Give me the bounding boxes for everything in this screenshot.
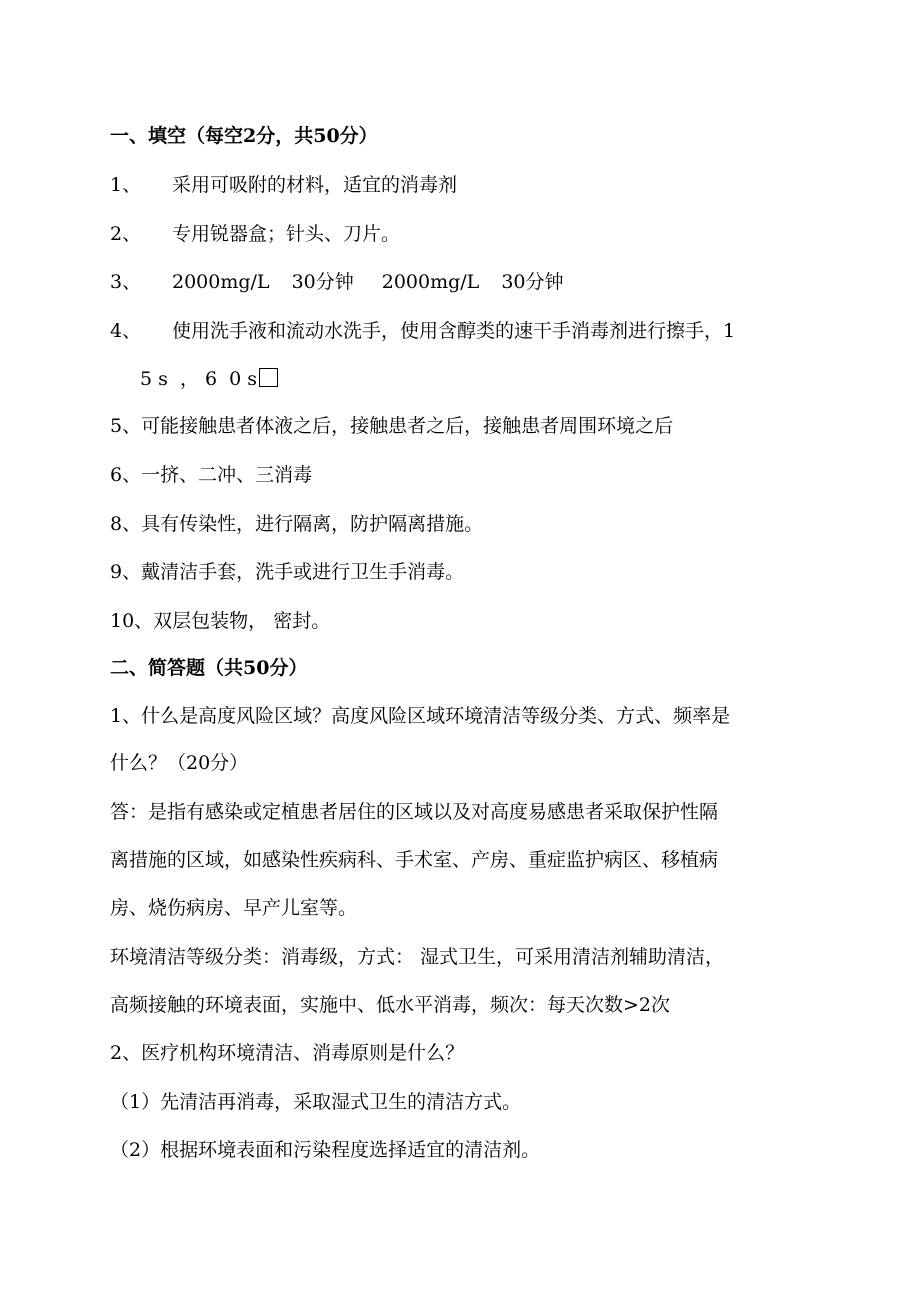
item-text-cont: 5 s ， 6 0 s — [140, 368, 258, 390]
answer-1-line-5: 高频接触的环境表面，实施中、低水平消毒，频次：每天次数>2次 — [110, 994, 671, 1016]
item-number: 1、 — [110, 174, 142, 196]
answer-2-point-1: （1）先清洁再消毒，采取湿式卫生的清洁方式。 — [110, 1091, 522, 1113]
item-number: 4、 — [110, 320, 142, 342]
fill-item-5: 5、可能接触患者体液之后，接触患者之后，接触患者周围环境之后 — [110, 415, 674, 437]
section-2-title: 二、简答题（共50分） — [110, 657, 308, 679]
answer-1-line-2: 离措施的区域，如感染性疾病科、手术室、产房、重症监护病区、移植病 — [110, 849, 719, 871]
concentration-2: 2000mg/L — [381, 271, 480, 293]
concentration-1: 2000mg/L — [172, 271, 270, 293]
duration-1: 30分钟 — [291, 271, 354, 293]
answer-2-point-2: （2）根据环境表面和污染程度选择适宜的清洁剂。 — [110, 1139, 541, 1161]
item-text: 使用洗手液和流动水洗手，使用含醇类的速干手消毒剂进行擦手，1 — [172, 320, 736, 342]
item-text: 采用可吸附的材料，适宜的消毒剂 — [172, 174, 458, 196]
fill-item-3 — [110, 270, 564, 294]
fill-item-9: 9、戴清洁手套，洗手或进行卫生手消毒。 — [110, 561, 465, 583]
item-number: 2、 — [110, 223, 142, 245]
fill-item-4 — [110, 319, 735, 343]
answer-1-line-3: 房、烧伤病房、早产儿室等。 — [110, 897, 358, 919]
fill-item-1 — [110, 173, 457, 197]
question-1-line-2: 什么？（20分） — [110, 752, 249, 774]
answer-1-line-1: 答：是指有感染或定植患者居住的区域以及对高度易感患者采取保护性隔 — [110, 801, 719, 823]
section-1-title: 一、填空（每空2分，共50分） — [110, 125, 378, 147]
fill-item-6: 6、一挤、二冲、三消毒 — [110, 464, 313, 486]
fill-item-4-continued — [140, 367, 278, 391]
item-number: 3、 — [110, 271, 142, 293]
fill-item-10: 10、双层包装物， 密封。 — [110, 610, 331, 632]
item-text: 专用锐器盒；针头、刀片。 — [172, 223, 401, 245]
fill-item-2 — [110, 222, 400, 246]
fill-item-8: 8、具有传染性，进行隔离，防护隔离措施。 — [110, 513, 484, 535]
checkbox-icon — [259, 368, 278, 387]
question-1-line-1: 1、什么是高度风险区域？高度风险区域环境清洁等级分类、方式、频率是 — [110, 705, 731, 727]
question-2-line-1: 2、医疗机构环境清洁、消毒原则是什么？ — [110, 1042, 465, 1064]
answer-1-line-4: 环境清洁等级分类：消毒级，方式： 湿式卫生，可采用清洁剂辅助清洁， — [110, 946, 725, 968]
duration-2: 30分钟 — [501, 271, 564, 293]
